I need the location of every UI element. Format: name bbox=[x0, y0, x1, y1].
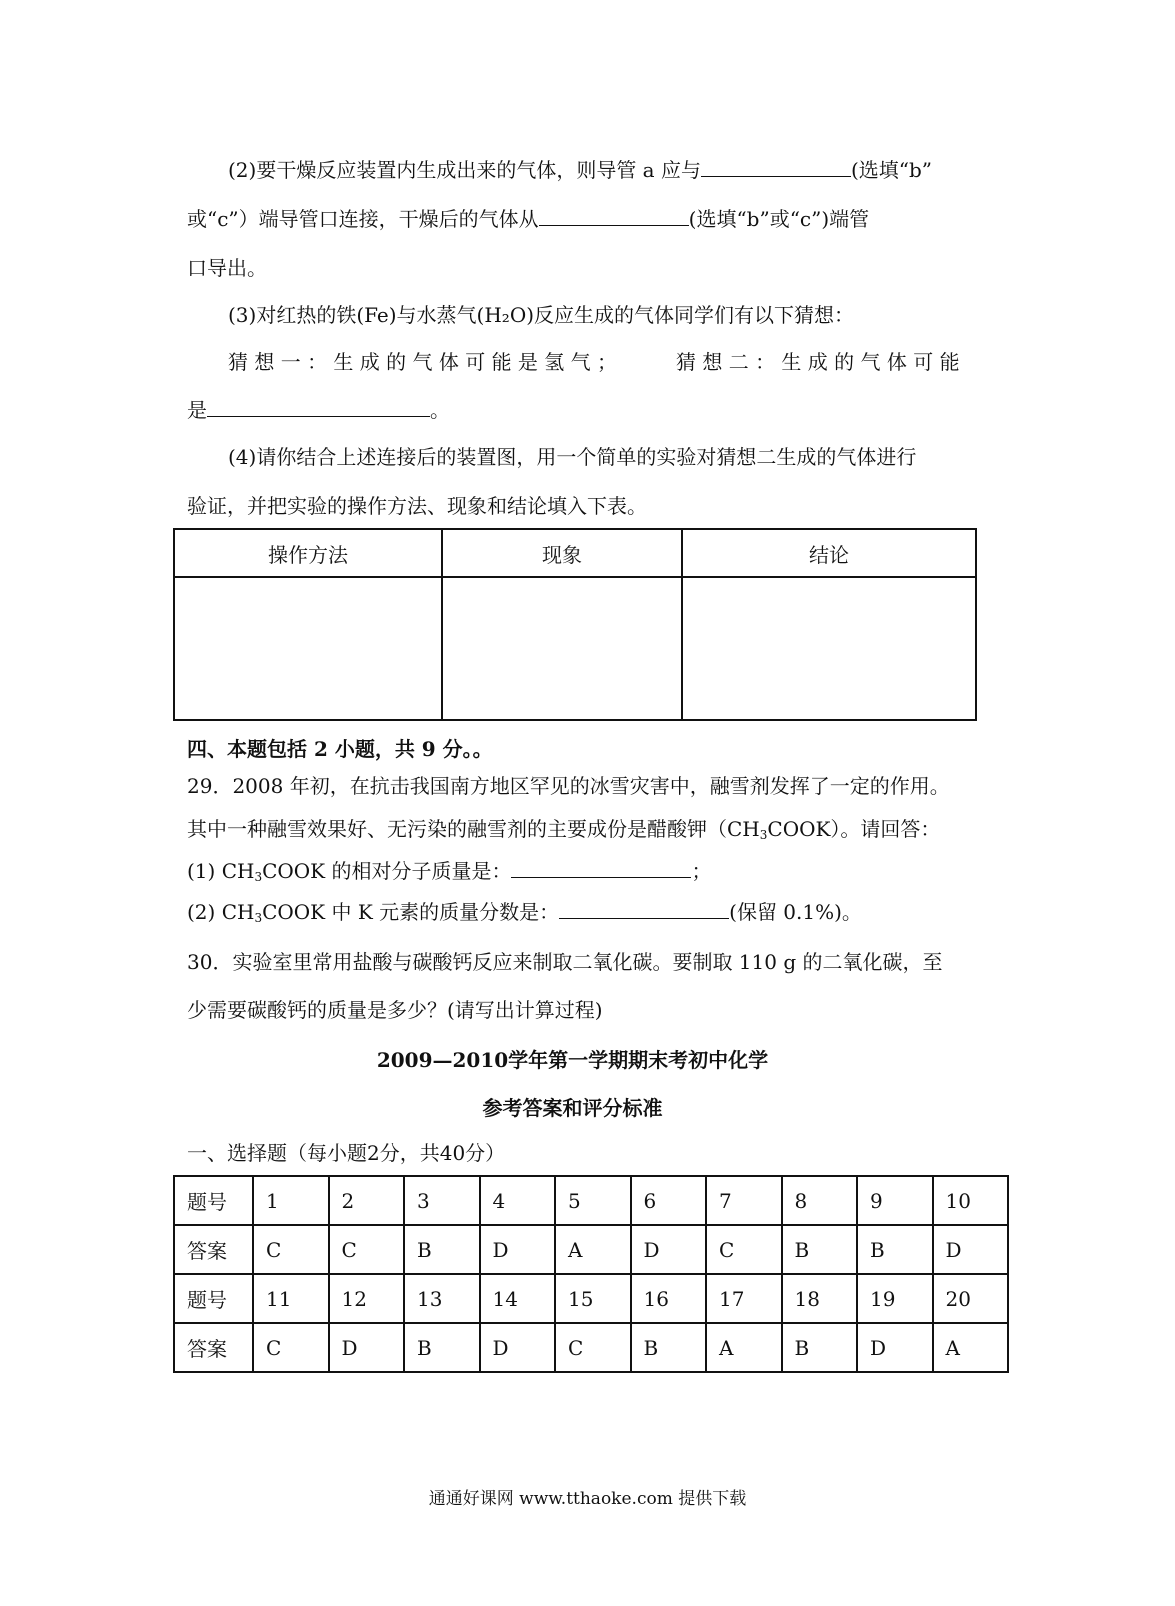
table-cell: A bbox=[555, 1225, 631, 1274]
q2-line1: (2)要干燥反应装置内生成出来的气体，则导管 a 应与 (选填“b” bbox=[228, 158, 933, 182]
q4-line1: (4)请你结合上述连接后的装置图，用一个简单的实验对猜想二生成的气体进行 bbox=[228, 445, 917, 469]
q4-line2: 验证，并把实验的操作方法、现象和结论填入下表。 bbox=[187, 494, 647, 518]
answer-blank[interactable] bbox=[207, 396, 430, 417]
answer-blank[interactable] bbox=[701, 156, 851, 177]
table-cell: D bbox=[857, 1323, 933, 1372]
q29-part1: (1) $CH_3COOK$ 的相对分子质量是： ； bbox=[187, 859, 712, 884]
table-cell: 答案 bbox=[174, 1225, 253, 1274]
table-cell: D bbox=[933, 1225, 1009, 1274]
answer-subtitle: 参考答案和评分标准 bbox=[482, 1096, 663, 1120]
table-header: 现象 bbox=[442, 529, 682, 577]
table-cell: 6 bbox=[631, 1176, 707, 1225]
table-cell: 11 bbox=[253, 1274, 329, 1323]
table-cell: C bbox=[253, 1323, 329, 1372]
table-header: 结论 bbox=[682, 529, 976, 577]
table-cell: 8 bbox=[782, 1176, 858, 1225]
table-cell[interactable] bbox=[174, 577, 442, 720]
table-cell: A bbox=[706, 1323, 782, 1372]
table-cell: 12 bbox=[329, 1274, 405, 1323]
table-cell[interactable] bbox=[442, 577, 682, 720]
table-cell: 3 bbox=[404, 1176, 480, 1225]
table-header: 操作方法 bbox=[174, 529, 442, 577]
q30-line1: 30．实验室里常用盐酸与碳酸钙反应来制取二氧化碳。要制取 110 g 的二氧化碳，至 bbox=[187, 950, 943, 974]
answer-title: 2009—2010学年第一学期期末考初中化学 bbox=[376, 1048, 769, 1072]
table-cell: B bbox=[404, 1323, 480, 1372]
answer-blank[interactable] bbox=[539, 205, 689, 226]
table-cell: 13 bbox=[404, 1274, 480, 1323]
table-cell: B bbox=[631, 1323, 707, 1372]
table-row bbox=[174, 1323, 1008, 1372]
table-cell: 5 bbox=[555, 1176, 631, 1225]
q3-line3: 是 。 bbox=[187, 398, 450, 422]
q29-line2: 其中一种融雪效果好、无污染的融雪剂的主要成份是醋酸钾$(CH_3COOK)$。请回答： bbox=[187, 817, 941, 842]
q30-line2: 少需要碳酸钙的质量是多少？(请写出计算过程) bbox=[187, 998, 603, 1022]
table-cell: 答案 bbox=[174, 1323, 253, 1372]
table-cell[interactable] bbox=[682, 577, 976, 720]
table-row bbox=[174, 1176, 1008, 1225]
table-row bbox=[174, 1274, 1008, 1323]
table-cell: 1 bbox=[253, 1176, 329, 1225]
answer-table bbox=[173, 1175, 1009, 1373]
answer-blank[interactable] bbox=[559, 898, 729, 919]
table-row bbox=[174, 1225, 1008, 1274]
q3-guess2: 猜 想 二 ： 生 成 的 气 体 可 能 bbox=[676, 350, 960, 374]
table-cell: 题号 bbox=[174, 1274, 253, 1323]
table-cell: D bbox=[480, 1225, 556, 1274]
table-cell: 2 bbox=[329, 1176, 405, 1225]
table-cell: 10 bbox=[933, 1176, 1009, 1225]
q2-line2: 或“c”）端导管口连接，干燥后的气体从 (选填“b”或“c”)端管 bbox=[187, 207, 870, 231]
table-cell: 19 bbox=[857, 1274, 933, 1323]
table-cell: D bbox=[329, 1323, 405, 1372]
table-cell: B bbox=[782, 1225, 858, 1274]
table-cell: A bbox=[933, 1323, 1009, 1372]
table-cell: 20 bbox=[933, 1274, 1009, 1323]
q3-guess1: 猜 想 一 ： 生 成 的 气 体 可 能 是 氢 气 ； bbox=[228, 350, 618, 374]
q29-line1: 29．2008 年初，在抗击我国南方地区罕见的冰雪灾害中，融雪剂发挥了一定的作用。 bbox=[187, 774, 950, 798]
table-cell: B bbox=[857, 1225, 933, 1274]
q2-line3: 口导出。 bbox=[187, 256, 267, 280]
page-footer: 通通好课网 www.tthaoke.com 提供下载 bbox=[428, 1489, 747, 1509]
q29-part2: (2) $CH_3COOK$ 中 K 元素的质量分数是： (保留 0.1%)。 bbox=[187, 900, 862, 925]
table-cell: C bbox=[555, 1323, 631, 1372]
mc-heading: 一、选择题（每小题2分，共40分） bbox=[187, 1141, 506, 1165]
table-cell: 16 bbox=[631, 1274, 707, 1323]
table-cell: B bbox=[782, 1323, 858, 1372]
table-cell: 9 bbox=[857, 1176, 933, 1225]
table-cell: C bbox=[706, 1225, 782, 1274]
table-cell: 17 bbox=[706, 1274, 782, 1323]
table-cell: 14 bbox=[480, 1274, 556, 1323]
q3-line1: (3)对红热的铁(Fe)与水蒸气(H₂O)反应生成的气体同学们有以下猜想： bbox=[228, 303, 855, 327]
table-cell: 7 bbox=[706, 1176, 782, 1225]
table-cell: C bbox=[329, 1225, 405, 1274]
section-heading: 四、本题包括 2 小题，共 9 分。。 bbox=[187, 737, 493, 761]
table-cell: 15 bbox=[555, 1274, 631, 1323]
table-cell: D bbox=[480, 1323, 556, 1372]
table-cell: 18 bbox=[782, 1274, 858, 1323]
table-cell: 4 bbox=[480, 1176, 556, 1225]
table-cell: 题号 bbox=[174, 1176, 253, 1225]
answer-blank[interactable] bbox=[511, 857, 691, 878]
table-cell: B bbox=[404, 1225, 480, 1274]
table-cell: C bbox=[253, 1225, 329, 1274]
experiment-table bbox=[173, 528, 977, 721]
table-cell: D bbox=[631, 1225, 707, 1274]
